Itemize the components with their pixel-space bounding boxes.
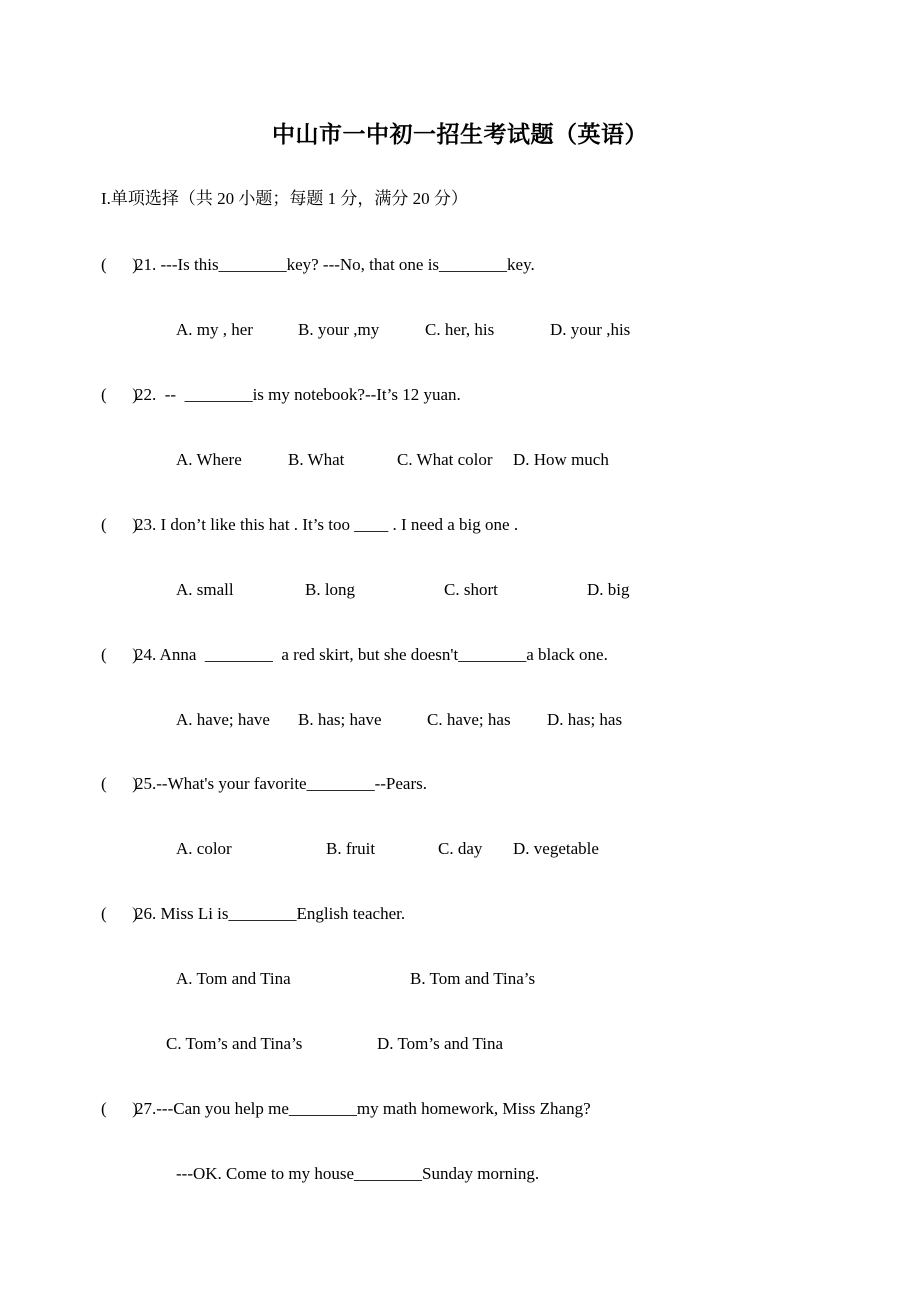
q23-option-d: D. big	[587, 580, 630, 599]
answer-blank[interactable]: ( )	[101, 774, 138, 793]
q21-option-b: B. your ,my	[298, 320, 380, 339]
q26-option-a: A. Tom and Tina	[176, 969, 291, 988]
answer-blank[interactable]: ( )	[101, 385, 138, 404]
answer-blank[interactable]: ( )	[101, 1099, 138, 1118]
q24-option-d: D. has; has	[547, 710, 623, 729]
q24-option-b: B. has; have	[298, 710, 382, 729]
q21-option-d: D. your ,his	[550, 320, 631, 339]
question-26: 26. Miss Li is________English teacher.	[135, 904, 406, 923]
q22-option-c: C. What color	[397, 450, 493, 469]
q22-option-b: B. What	[288, 450, 345, 469]
q24-option-a: A. have; have	[176, 710, 270, 729]
q21-option-c: C. her, his	[425, 320, 495, 339]
question-21: 21. ---Is this________key? ---No, that one is________key.	[135, 255, 535, 274]
q23-option-b: B. long	[305, 580, 356, 599]
answer-blank[interactable]: ( )	[101, 645, 138, 664]
answer-blank[interactable]: ( )	[101, 255, 138, 274]
q21-option-a: A. my , her	[176, 320, 253, 339]
q26-option-b: B. Tom and Tina’s	[410, 969, 536, 988]
q26-option-d: D. Tom’s and Tina	[377, 1034, 504, 1053]
q25-option-d: D. vegetable	[513, 839, 599, 858]
q25-option-a: A. color	[176, 839, 232, 858]
question-27: 27.---Can you help me________my math homework, Miss Zhang?	[135, 1099, 591, 1118]
section-heading: I.单项选择（共 20 小题；每题 1 分，满分 20 分）	[101, 189, 468, 208]
q26-option-c: C. Tom’s and Tina’s	[166, 1034, 303, 1053]
question-24: 24. Anna ________ a red skirt, but she doesn't________a black one.	[135, 645, 608, 664]
q22-option-a: A. Where	[176, 450, 242, 469]
q24-option-c: C. have; has	[427, 710, 511, 729]
answer-blank[interactable]: ( )	[101, 515, 138, 534]
q23-option-c: C. short	[444, 580, 498, 599]
question-27-continuation: ---OK. Come to my house________Sunday morning.	[176, 1164, 540, 1183]
q25-option-c: C. day	[438, 839, 483, 858]
question-25: 25.--What's your favorite________--Pears.	[135, 774, 427, 793]
q22-option-d: D. How much	[513, 450, 609, 469]
question-22: 22. -- ________is my notebook?--It’s 12 yuan.	[135, 385, 461, 404]
question-23: 23. I don’t like this hat . It’s too ____ . I need a big one .	[135, 515, 519, 534]
q23-option-a: A. small	[176, 580, 234, 599]
q25-option-b: B. fruit	[326, 839, 376, 858]
answer-blank[interactable]: ( )	[101, 904, 138, 923]
page-title: 中山市一中初一招生考试题（英语）	[272, 122, 648, 148]
